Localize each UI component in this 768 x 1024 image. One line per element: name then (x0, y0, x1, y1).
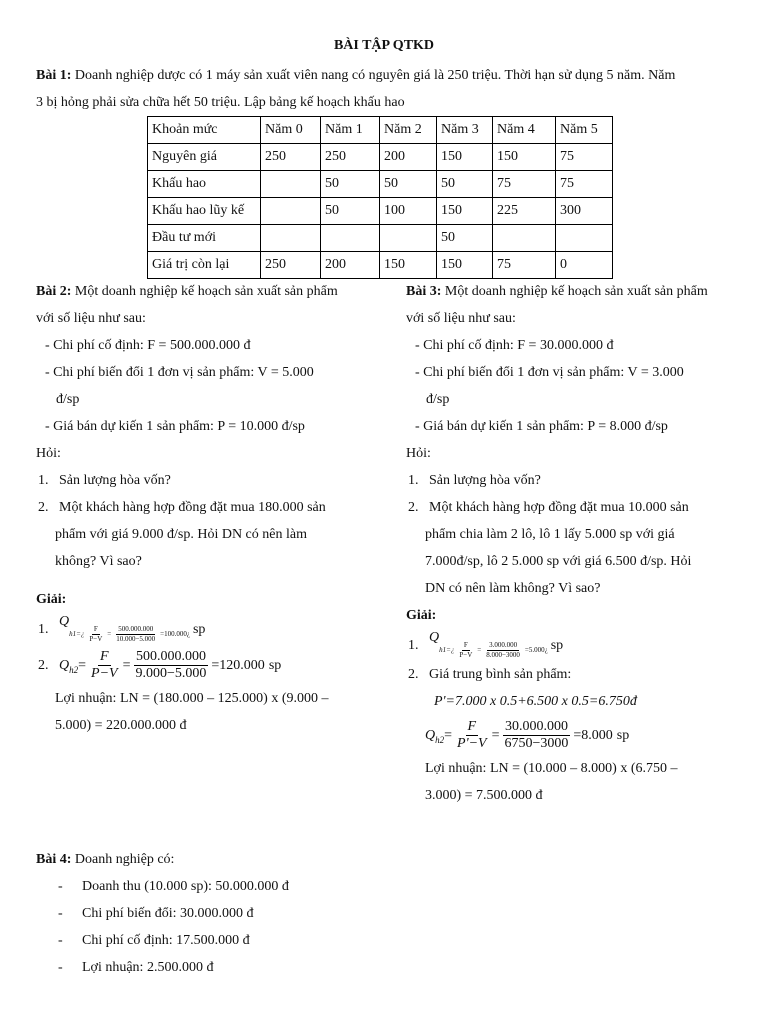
table-cell: 250 (261, 252, 321, 279)
bai3-a2-text: Giá trung bình sản phẩm: (429, 667, 572, 682)
table-cell: Nguyên giá (148, 144, 261, 171)
list-item (36, 927, 289, 954)
bai3-a2-sub: h2 (435, 734, 445, 745)
table-row (148, 171, 613, 198)
bai3-a1-fd: P−V (459, 650, 473, 659)
bai3-label: Bài 3: (406, 284, 442, 299)
table-header-cell: Năm 2 (380, 117, 437, 144)
bai2-a1-sub: h1=¿ (69, 629, 85, 638)
bai3-a1-fn: F (463, 640, 468, 649)
bai4-fixed-cost: Chi phí cố định: 17.500.000 đ (82, 933, 250, 948)
bai2-intro1: Một doanh nghiệp kế hoạch sản xuất sản phẩm (74, 284, 338, 299)
table-cell: 200 (321, 252, 380, 279)
table-row (148, 198, 613, 225)
bai4-profit: Lợi nhuận: 2.500.000 đ (82, 960, 214, 975)
bai3-section (406, 278, 766, 809)
bai4-intro: Doanh nghiệp có: (74, 852, 175, 867)
bai1-text-line1: Doanh nghiệp dược có 1 máy sản xuất viên nang có nguyên giá là 250 triệu. Thời hạn sử dụng 5 năm. Năm (74, 68, 676, 83)
table-cell: 150 (437, 144, 493, 171)
bai3-a2-unit: sp (616, 727, 630, 743)
bai2-section (36, 278, 396, 739)
bai2-intro2: với số liệu như sau: (36, 311, 146, 326)
table-cell: Đầu tư mới (148, 225, 261, 252)
bai2-answer2: 2. Q h2 = F P−V = $\frac{500.000.000}{9.000-5.000}$ =120.000 sp (36, 645, 396, 685)
bai2-a1-eq: = (107, 629, 112, 638)
bai3-q2-number: 2. (408, 500, 419, 515)
bai2-giai: Giải: (36, 592, 67, 607)
table-cell: Khấu hao (148, 171, 261, 198)
bai2-q2-line1: Một khách hàng hợp đồng đặt mua 180.000 sản (59, 500, 326, 515)
table-cell: 50 (437, 171, 493, 198)
bai2-q2-line3: không? Vì sao? (55, 554, 142, 569)
table-cell: 75 (493, 252, 556, 279)
bai3-q1: Sản lượng hòa vốn? (429, 473, 541, 488)
bai3-q2-line4: DN có nên làm không? Vì sao? (425, 581, 601, 596)
bai3-a1-unit: sp (550, 637, 564, 653)
bai3-a2-vd: 6750−3000 (504, 735, 569, 751)
table-cell (380, 225, 437, 252)
table-cell: 225 (493, 198, 556, 225)
table-cell: 0 (556, 252, 613, 279)
bai3-variable-unit: đ/sp (426, 392, 450, 407)
table-header-cell: Năm 3 (437, 117, 493, 144)
bai2-a2-q: Q (59, 657, 70, 673)
table-header-cell: Khoản mức (148, 117, 261, 144)
table-header-cell: Năm 4 (493, 117, 556, 144)
bai2-a2-fd: P−V (91, 665, 118, 681)
table-header-cell: Năm 1 (321, 117, 380, 144)
bai3-a2-number: 2. (408, 667, 419, 682)
bai3-a2-fd: P'−V (457, 735, 487, 751)
table-cell: 200 (380, 144, 437, 171)
bai3-intro2: với số liệu như sau: (406, 311, 516, 326)
table-cell: 250 (261, 144, 321, 171)
bai3-a1-q: Q (429, 629, 440, 645)
bai3-a2-vn: 30.000.000 (504, 718, 568, 734)
bai3-fixed-cost: - Chi phí cố định: F = 30.000.000 đ (415, 338, 614, 353)
bai1-intro (36, 62, 736, 116)
bai2-hoi: Hỏi: (36, 446, 61, 461)
bai2-a2-fn: F (100, 648, 109, 664)
bai3-a1-vn: 3.000.000 (489, 640, 518, 649)
table-row (148, 252, 613, 279)
list-item (36, 954, 289, 981)
table-header-row (148, 117, 613, 144)
bai3-q2-line3: 7.000đ/sp, lô 2 5.000 sp với giá 6.500 đ/sp. Hỏi (425, 554, 692, 569)
bai3-a2-fn: F (467, 718, 477, 734)
table-cell (556, 225, 613, 252)
bai2-a2-vd: 9.000−5.000 (135, 665, 207, 681)
table-cell: Giá trị còn lại (148, 252, 261, 279)
bai2-a1-fn: F (93, 624, 98, 633)
bai3-average-price-formula: P'=7.000 x 0.5+6.500 x 0.5=6.750đ (434, 694, 637, 709)
bai2-a2-vn: 500.000.000 (135, 648, 206, 664)
table-cell (261, 225, 321, 252)
bai1-text-line2: 3 bị hỏng phải sửa chữa hết 50 triệu. Lập bảng kế hoạch khấu hao (36, 95, 405, 110)
bai2-q1: Sản lượng hòa vốn? (59, 473, 171, 488)
bai3-a1-eq: = (477, 645, 482, 654)
list-item (36, 873, 289, 900)
table-cell: 50 (321, 171, 380, 198)
bai3-average-price (406, 688, 766, 715)
bai2-q2-line2: phẩm với giá 9.000 đ/sp. Hỏi DN có nên làm (55, 527, 307, 542)
table-cell: 250 (321, 144, 380, 171)
table-cell: 50 (380, 171, 437, 198)
table-cell: 150 (437, 198, 493, 225)
bai2-price: - Giá bán dự kiến 1 sản phẩm: P = 10.000 đ/sp (45, 419, 305, 434)
table-row (148, 144, 613, 171)
bai3-profit-line2: 3.000) = 7.500.000 đ (425, 788, 543, 803)
bullet-dash: - (58, 906, 63, 921)
table-header-cell: Năm 0 (261, 117, 321, 144)
bai2-variable-cost: - Chi phí biến đổi 1 đơn vị sản phẩm: V = 5.000 (45, 365, 314, 380)
table-cell: 50 (321, 198, 380, 225)
bai2-q2-number: 2. (38, 500, 49, 515)
bai2-a1-q: Q (59, 613, 70, 629)
document-title: BÀI TẬP QTKD (333, 38, 435, 53)
bai3-q2-line2: phẩm chia làm 2 lô, lô 1 lấy 5.000 sp với giá (425, 527, 675, 542)
bai3-a1-result: =5.000¿ (524, 645, 548, 654)
bai3-intro1: Một doanh nghiệp kế hoạch sản xuất sản phẩm (444, 284, 708, 299)
bullet-dash: - (58, 879, 63, 894)
bai2-a1-fd: P−V (89, 634, 103, 643)
table-cell: 75 (556, 144, 613, 171)
bai2-variable-unit: đ/sp (56, 392, 80, 407)
bullet-dash: - (58, 960, 63, 975)
bai2-answer1 (36, 613, 396, 645)
bai3-answer1 (406, 629, 766, 661)
bai3-a1-sub: h1=¿ (439, 645, 455, 654)
list-item (36, 900, 289, 927)
table-cell (493, 225, 556, 252)
bai3-q1-number: 1. (408, 473, 419, 488)
bai4-label: Bài 4: (36, 852, 72, 867)
table-cell: 300 (556, 198, 613, 225)
bai3-profit-line1: Lợi nhuận: LN = (10.000 – 8.000) x (6.750 – (425, 761, 678, 776)
bai1-label: Bài 1: (36, 68, 72, 83)
bai2-label: Bài 2: (36, 284, 72, 299)
table-cell: 50 (437, 225, 493, 252)
bai3-hoi: Hỏi: (406, 446, 431, 461)
bai2-a2-number: 2. (38, 657, 49, 673)
bai2-a1-number: 1. (38, 621, 49, 637)
bai3-answer2: Q h2 = F P'−V = $\frac{30.000.000}{6750-3000}$ =8.000 sp (406, 715, 766, 755)
table-row (148, 225, 613, 252)
bai2-a1-result: =100.000¿ (160, 629, 190, 638)
table-cell: 150 (437, 252, 493, 279)
bai2-a1-unit: sp (192, 621, 206, 637)
bai2-profit-line1: Lợi nhuận: LN = (180.000 – 125.000) x (9.000 – (55, 691, 329, 706)
bai3-a2-result: =8.000 (573, 727, 613, 743)
table-cell: 150 (493, 144, 556, 171)
bai4-variable-cost: Chi phí biến đổi: 30.000.000 đ (82, 906, 254, 921)
bai3-variable-cost: - Chi phí biến đổi 1 đơn vị sản phẩm: V = 3.000 (415, 365, 684, 380)
bai3-a2-q: Q (425, 727, 436, 743)
bai2-profit-line2: 5.000) = 220.000.000 đ (55, 718, 187, 733)
table-cell (321, 225, 380, 252)
table-cell (261, 171, 321, 198)
bai2-a2-result: =120.000 (211, 657, 265, 673)
bai3-q2-line1: Một khách hàng hợp đồng đặt mua 10.000 sản (429, 500, 689, 515)
bai2-q1-number: 1. (38, 473, 49, 488)
bai2-a1-vd: 10.000−5.000 (116, 634, 156, 643)
table-header-cell: Năm 5 (556, 117, 613, 144)
table-cell: Khấu hao lũy kế (148, 198, 261, 225)
bai3-giai: Giải: (406, 608, 437, 623)
bai3-price: - Giá bán dự kiến 1 sản phẩm: P = 8.000 đ/sp (415, 419, 668, 434)
bai4-section (36, 846, 289, 981)
depreciation-table (147, 116, 613, 279)
bullet-dash: - (58, 933, 63, 948)
table-cell: 75 (556, 171, 613, 198)
table-cell: 100 (380, 198, 437, 225)
bai2-a2-unit: sp (268, 657, 282, 673)
bai3-a1-number: 1. (408, 637, 419, 653)
bai4-revenue: Doanh thu (10.000 sp): 50.000.000 đ (82, 879, 289, 894)
bai2-fixed-cost: - Chi phí cố định: F = 500.000.000 đ (45, 338, 251, 353)
table-cell: 150 (380, 252, 437, 279)
table-cell: 75 (493, 171, 556, 198)
bai2-a1-vn: 500.000.000 (118, 624, 154, 633)
table-cell (261, 198, 321, 225)
bai2-a2-sub: h2 (69, 664, 79, 675)
bai3-a1-vd: 8.000−3000 (486, 650, 520, 659)
